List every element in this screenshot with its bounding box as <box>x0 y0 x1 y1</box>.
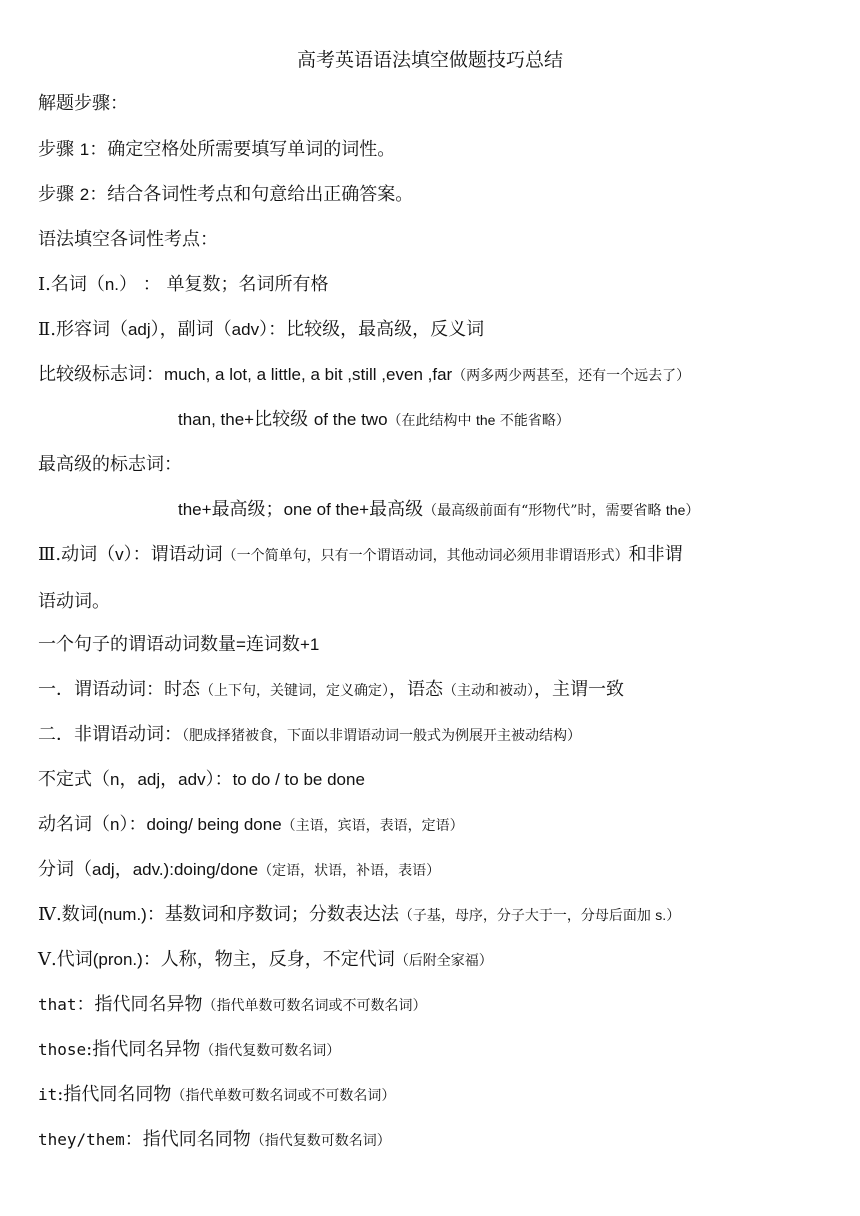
point-adj-adv: Ⅱ.形容词（adj），副词（adv）：比较级，最高级，反义词 <box>38 319 485 340</box>
step-2: 步骤 2：结合各词性考点和句意给出正确答案。 <box>38 184 414 205</box>
predicate-count-rule: 一个句子的谓语动词数量=连词数+1 <box>38 634 320 655</box>
infinitive: 不定式（n，adj，adv）：to do / to be done <box>38 769 365 790</box>
point-noun: Ⅰ.名词（n.） ： 单复数；名词所有格 <box>38 274 329 295</box>
gerund: 动名词（n）：doing/ being done（主语，宾语，表语，定语） <box>38 814 464 835</box>
point-pronoun: Ⅴ.代词(pron.)：人称，物主，反身，不定代词（后附全家福） <box>38 949 493 970</box>
non-predicate-verb: 二．非谓语动词：（肥成择猪被食，下面以非谓语动词一般式为例展开主被动结构） <box>38 724 581 745</box>
pronoun-that: that：指代同名异物（指代单数可数名词或不可数名词） <box>38 994 427 1015</box>
pronoun-they-them: they/them：指代同名同物（指代复数可数名词） <box>38 1129 391 1150</box>
pronoun-it: it:指代同名同物（指代单数可数名词或不可数名词） <box>38 1084 396 1105</box>
pronoun-those: those:指代同名异物（指代复数可数名词） <box>38 1039 341 1060</box>
participle: 分词（adj，adv.):doing/done（定语，状语，补语，表语） <box>38 859 441 880</box>
section-heading-steps: 解题步骤： <box>38 93 128 114</box>
document-title: 高考英语语法填空做题技巧总结 <box>296 49 563 71</box>
predicate-verb: 一．谓语动词：时态（上下句，关键词，定义确定），语态（主动和被动），主谓一致 <box>38 679 624 700</box>
step-1: 步骤 1：确定空格处所需要填写单词的词性。 <box>38 139 396 160</box>
section-heading-points: 语法填空各词性考点： <box>38 229 218 250</box>
point-verb: Ⅲ.动词（v）：谓语动词（一个简单句，只有一个谓语动词，其他动词必须用非谓语形式）和非谓 <box>38 544 683 565</box>
comparative-markers: 比较级标志词：much, a lot, a little, a bit ,still ,even ,far（两多两少两甚至，还有一个远去了） <box>38 364 691 385</box>
point-numeral: Ⅳ.数词(num.)：基数词和序数词；分数表达法（子基，母序，分子大于一，分母后面加 s.） <box>38 904 681 925</box>
point-verb-cont: 语动词。 <box>38 591 110 612</box>
superlative-markers: the+最高级；one of the+最高级（最高级前面有“形物代”时，需要省略 the） <box>178 499 700 520</box>
comparative-markers-2: than, the+比较级 of the two（在此结构中 the 不能省略） <box>178 409 570 430</box>
superlative-heading: 最高级的标志词： <box>38 454 182 475</box>
